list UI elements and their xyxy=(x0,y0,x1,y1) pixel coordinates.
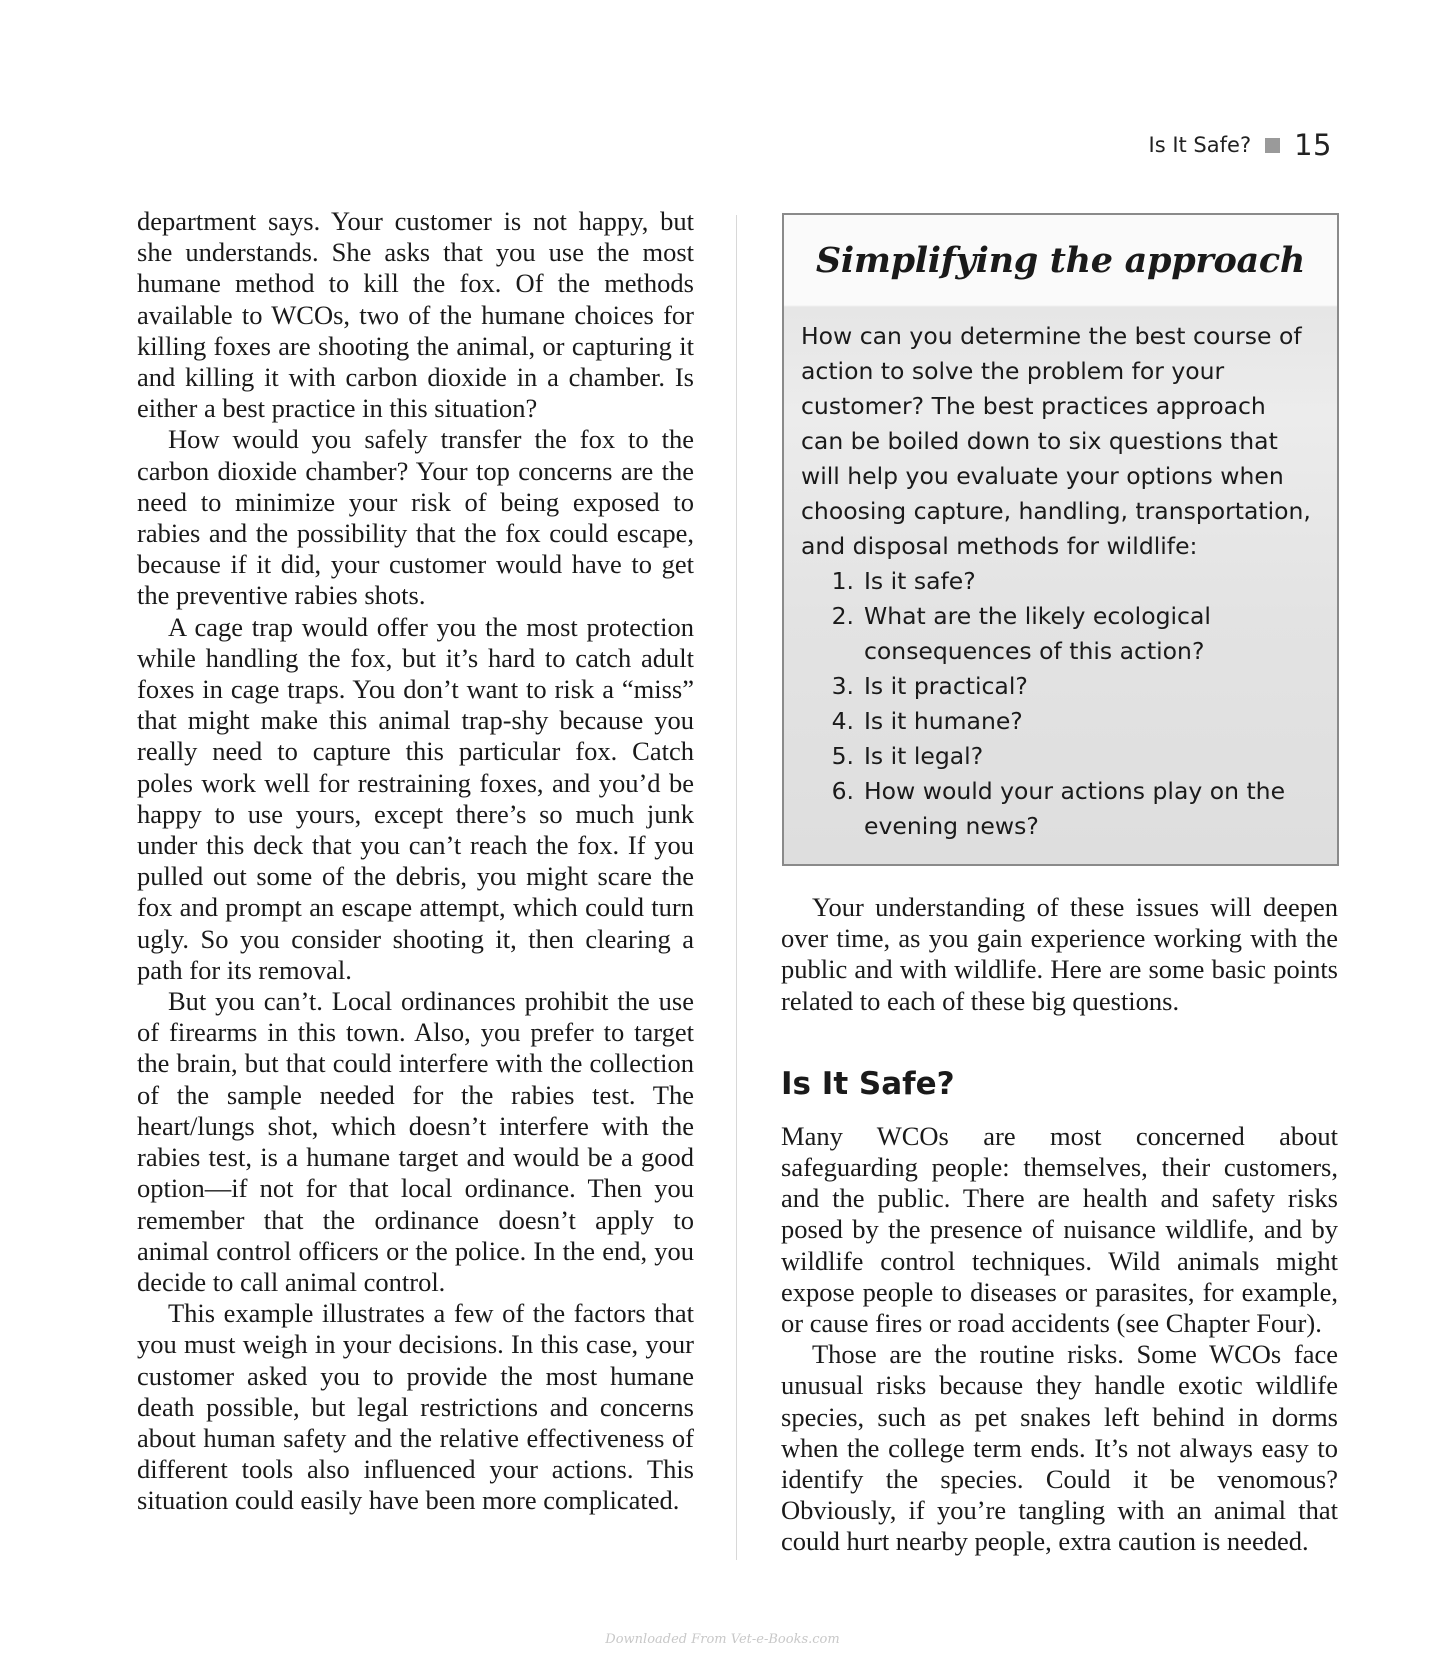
running-head-title: Is It Safe? xyxy=(1148,133,1252,157)
list-item: 1. Is it safe? xyxy=(831,567,976,595)
body-paragraph: Your understanding of these issues will deepen over time, as you gain experience working with the public and with wildlife. Here are some basic points related to each of these big questions. xyxy=(781,892,1338,1016)
column-divider xyxy=(736,215,737,1560)
body-paragraph: But you can’t. Local ordinances prohibit the use of firearms in this town. Also, you prefer to target the brain, but that could interfere with the collection of the sample needed for the rabies test. The heart/lungs shot, which doesn’t interfere with the rabies test, is a humane target and would be a good option—if not for that local ordinance. Then you remember that the ordinance doesn’t apply to animal control officers or the police. In the end, you decide to call animal control. xyxy=(137,986,694,1297)
watermark: Downloaded From Vet-e-Books.com xyxy=(605,1632,840,1647)
body-paragraph: This example illustrates a few of the factors that you must weigh in your decisions. In this case, your customer asked you to provide the most humane death possible, but legal restrictions and concerns about human safety and the relative effectiveness of different tools also influenced your actions. This situation could easily have been more complicated. xyxy=(137,1298,694,1516)
running-head xyxy=(1149,128,1332,162)
body-paragraph: Many WCOs are most concerned about safeguarding people: themselves, their customers, and the public. There are health and safety risks posed by the presence of nuisance wildlife, and by wildlife control techniques. Wild animals might expose people to diseases or parasites, for example, or cause fires or road accidents (see Chapter Four). xyxy=(781,1120,1338,1339)
list-item: 2. What are the likely ecological consequences of this action? xyxy=(831,602,1211,665)
sidebar-title: Simplifying the approach xyxy=(815,239,1306,281)
list-item: 5. Is it legal? xyxy=(831,742,984,770)
body-paragraph: Those are the routine risks. Some WCOs face unusual risks because they handle exotic wildlife species, such as pet snakes left behind in dorms when the college term ends. It’s not always easy to identify the species. Could it be venomous? Obviously, if you’re tangling with an animal that could hurt nearby people, extra caution is needed. xyxy=(781,1339,1338,1557)
body-paragraph: department says. Your customer is not happy, but she understands. She asks that you use the most humane method to kill the fox. Of the methods available to WCOs, two of the humane choices for killing foxes are shooting the animal, or capturing it and killing it with carbon dioxide in a chamber. Is either a best practice in this situation? xyxy=(137,206,694,424)
square-bullet-icon xyxy=(1265,138,1280,153)
list-item: 6. How would your actions play on the evening news? xyxy=(831,777,1286,840)
sidebar-intro: How can you determine the best course of action to solve the problem for your customer? The best practices approach can be boiled down to six questions that will help you evaluate your options when choosing capture, handling, transportation, and disposal methods for wildlife: xyxy=(801,322,1311,560)
left-column xyxy=(137,206,694,1517)
list-item: 3. Is it practical? xyxy=(831,672,1028,700)
sidebar-box xyxy=(782,213,1339,866)
question-list xyxy=(801,564,1315,844)
list-item: 4. Is it humane? xyxy=(831,707,1023,735)
body-paragraph: A cage trap would offer you the most protection while handling the fox, but it’s hard to catch adult foxes in cage traps. You don’t want to risk a “miss” that might make this animal trap-shy because you really need to capture this particular fox. Catch poles work well for restraining foxes, and you’d be happy to use yours, except there’s so much junk under this deck that you can’t reach the fox. If you pulled out some of the debris, you might scare the fox and prompt an escape attempt, which could turn ugly. So you consider shooting it, then clearing a path for its removal. xyxy=(137,611,694,985)
page-number: 15 xyxy=(1294,128,1332,162)
section-heading: Is It Safe? xyxy=(781,1065,955,1102)
sidebar-body xyxy=(784,305,1337,844)
right-column xyxy=(781,892,1338,1558)
sidebar-title-band xyxy=(784,215,1337,305)
body-paragraph: How would you safely transfer the fox to the carbon dioxide chamber? Your top concerns are the need to minimize your risk of being exposed to rabies and the possibility that the fox could escape, because if it did, your customer would have to get the preventive rabies shots. xyxy=(137,424,694,611)
